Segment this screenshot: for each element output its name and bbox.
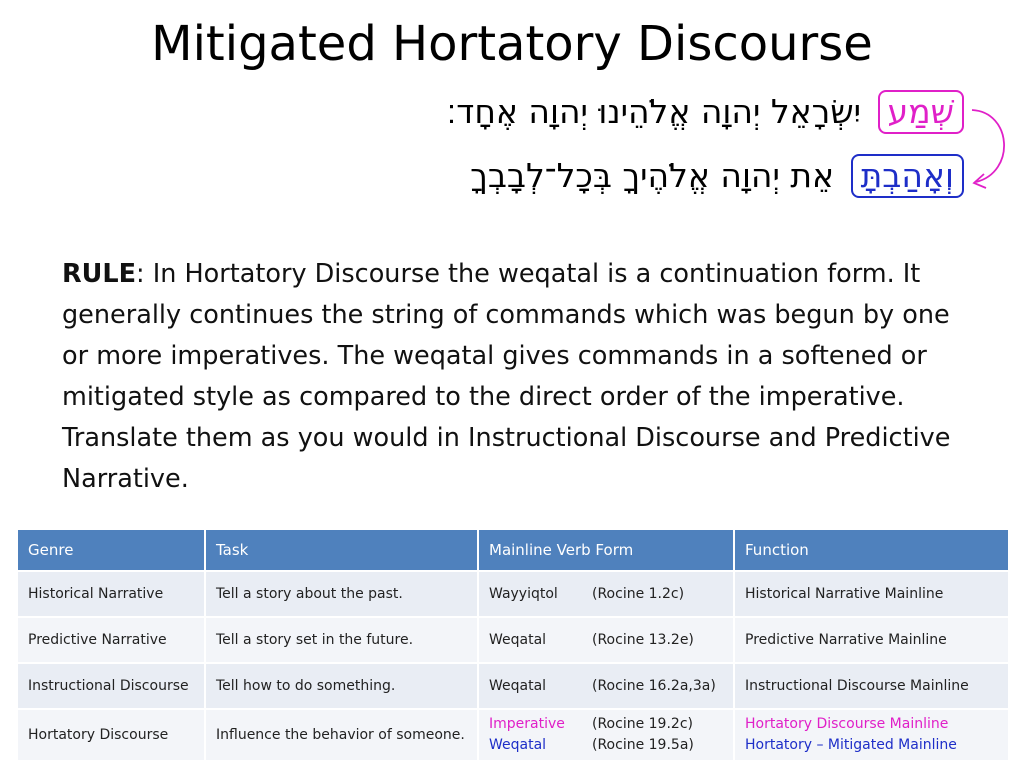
- cell-task: Influence the behavior of someone.: [205, 709, 478, 761]
- verb-form: Weqatal: [489, 678, 547, 694]
- table-header-row: [17, 529, 1009, 571]
- rule-label: RULE: [62, 259, 137, 289]
- rule-paragraph: [62, 254, 982, 500]
- cell-genre: Hortatory Discourse: [17, 709, 205, 761]
- rocine-ref: (Rocine 19.5a): [592, 737, 694, 753]
- table-row: [17, 571, 1009, 617]
- cell-function: Historical Narrative Mainline: [734, 571, 1009, 617]
- cell-function: Predictive Narrative Mainline: [734, 617, 1009, 663]
- hebrew-line-2-text: אֵת יְהוָה אֱלֹהֶיךָ בְּכָל־לְבָבְךָ: [470, 156, 835, 195]
- cell-genre: Predictive Narrative: [17, 617, 205, 663]
- verb-form-imperative: Imperative: [489, 716, 565, 732]
- cell-genre: Historical Narrative: [17, 571, 205, 617]
- hebrew-verse-line-1: [447, 88, 964, 136]
- rule-text: : In Hortatory Discourse the weqatal is a continuation form. It generally continues the string of commands which was begun by one or more imperatives. The weqatal gives commands in a softened or mitigated style as compared to the direct order of the imperative. Translate them as you would in Instructional Discourse and Predictive Narrative.: [62, 259, 951, 494]
- weqatal-highlight: וְאָהַבְתָּ: [851, 154, 964, 198]
- cell-genre: Instructional Discourse: [17, 663, 205, 709]
- function-mitigated-mainline: Hortatory – Mitigated Mainline: [745, 737, 957, 753]
- cell-task: Tell a story about the past.: [205, 571, 478, 617]
- cell-verb-form: [478, 709, 734, 761]
- cell-task: Tell a story set in the future.: [205, 617, 478, 663]
- rocine-ref: (Rocine 1.2c): [592, 586, 685, 602]
- verb-form: Wayyiqtol: [489, 586, 558, 602]
- rocine-ref: (Rocine 19.2c): [592, 716, 693, 732]
- cell-function: Instructional Discourse Mainline: [734, 663, 1009, 709]
- rocine-ref: (Rocine 13.2e): [592, 632, 694, 648]
- imperative-highlight: שְׁמַע: [878, 90, 964, 134]
- cell-verb-form: [478, 617, 734, 663]
- cell-function: [734, 709, 1009, 761]
- header-task: Task: [205, 529, 478, 571]
- header-verb-form: Mainline Verb Form: [478, 529, 734, 571]
- rocine-ref: (Rocine 16.2a,3a): [592, 678, 716, 694]
- cell-verb-form: [478, 571, 734, 617]
- genre-table: [16, 528, 1010, 762]
- header-genre: Genre: [17, 529, 205, 571]
- cell-verb-form: [478, 663, 734, 709]
- header-function: Function: [734, 529, 1009, 571]
- page-title: Mitigated Hortatory Discourse: [151, 16, 873, 72]
- table-row: [17, 663, 1009, 709]
- verb-form-weqatal: Weqatal: [489, 737, 547, 753]
- table-row: [17, 709, 1009, 761]
- function-hortatory-mainline: Hortatory Discourse Mainline: [745, 716, 949, 732]
- hebrew-line-1-text: יִשְׂרָאֵל יְהוָה אֱלֹהֵינוּ יְהוָה אֶחָד׃: [446, 92, 862, 131]
- cell-task: Tell how to do something.: [205, 663, 478, 709]
- connector-arrow-icon: [968, 100, 1016, 200]
- hebrew-verse-line-2: [470, 152, 964, 200]
- verb-form: Weqatal: [489, 632, 547, 648]
- table-row: [17, 617, 1009, 663]
